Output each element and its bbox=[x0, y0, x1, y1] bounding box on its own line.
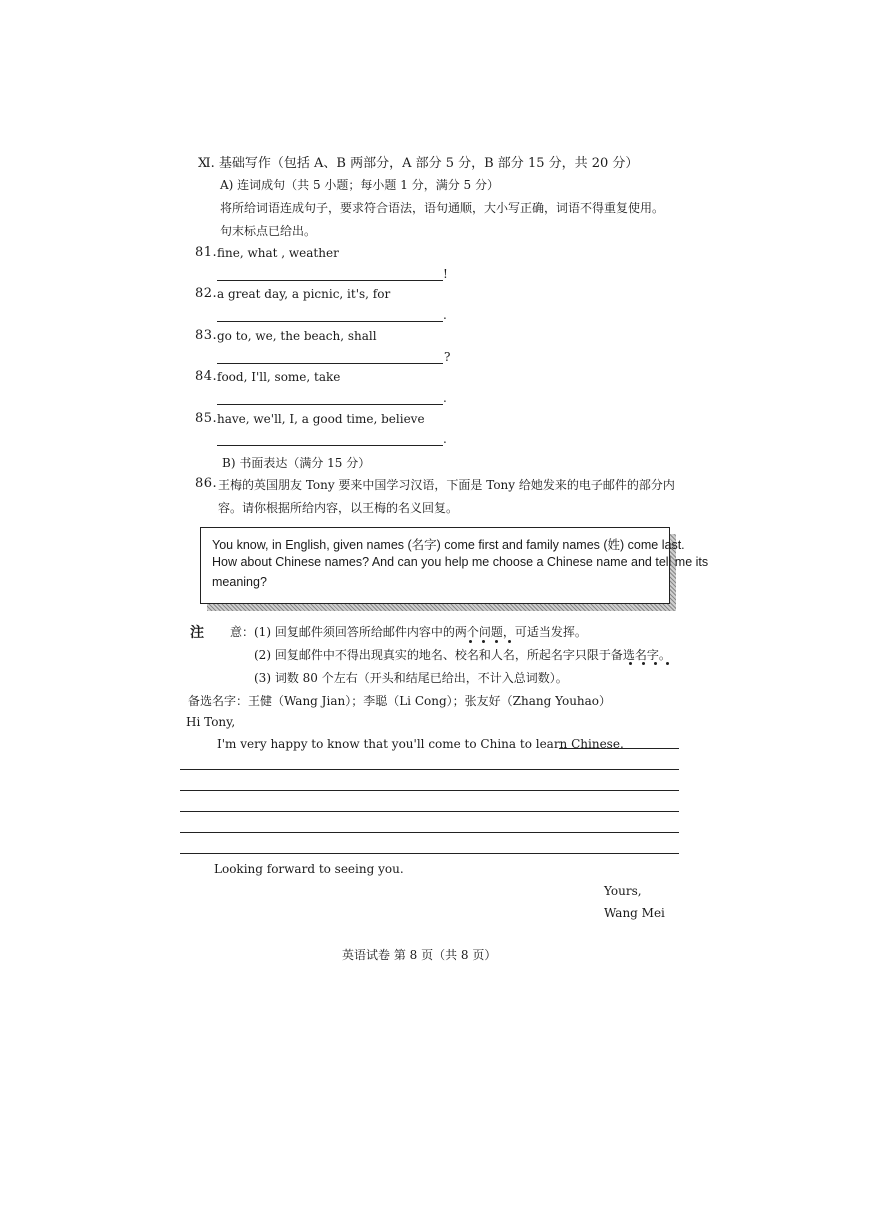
letter-signoff: Yours, bbox=[604, 884, 642, 898]
email-line: You know, in English, given names (名字) come first and family names (姓) come last. bbox=[212, 538, 685, 552]
part-b-prompt-1: 王梅的英国朋友 Tony 要来中国学习汉语，下面是 Tony 给她发来的电子邮件的部分内 bbox=[218, 478, 675, 492]
note-2: (2) 回复邮件中不得出现真实的地名、校名和人名，所起名字只限于备选名字。 bbox=[254, 648, 671, 662]
question-number: 82. bbox=[195, 286, 218, 301]
end-mark: ? bbox=[444, 350, 451, 364]
part-a-instruction-2: 句末标点已给出。 bbox=[220, 224, 317, 238]
writing-line[interactable] bbox=[180, 811, 679, 812]
emphasis-dot bbox=[629, 662, 632, 665]
question-number: 83. bbox=[195, 328, 218, 343]
letter-signature: Wang Mei bbox=[604, 906, 665, 920]
answer-line[interactable] bbox=[217, 404, 443, 405]
email-line: meaning? bbox=[212, 575, 267, 589]
end-mark: . bbox=[443, 308, 447, 322]
part-b-prompt-2: 容。请你根据所给内容，以王梅的名义回复。 bbox=[218, 501, 459, 515]
writing-line[interactable] bbox=[180, 832, 679, 833]
letter-closing: Looking forward to seeing you. bbox=[214, 862, 404, 876]
question-words: go to, we, the beach, shall bbox=[217, 329, 377, 343]
letter-opening: I'm very happy to know that you'll come to China to learn Chinese. bbox=[217, 737, 624, 751]
note-1: (1) 回复邮件须回答所给邮件内容中的两个问题，可适当发挥。 bbox=[254, 625, 587, 639]
question-words: have, we'll, I, a good time, believe bbox=[217, 412, 425, 426]
part-a-instruction-1: 将所给词语连成句子，要求符合语法，语句通顺，大小写正确，词语不得重复使用。 bbox=[220, 201, 665, 215]
emphasis-dot bbox=[482, 640, 485, 643]
letter-greeting: Hi Tony, bbox=[186, 715, 236, 729]
emphasis-dot bbox=[654, 662, 657, 665]
question-number: 81. bbox=[195, 245, 218, 260]
note-3: (3) 词数 80 个左右（开头和结尾已给出，不计入总词数）。 bbox=[254, 671, 568, 685]
notes-label: 注 bbox=[190, 625, 204, 641]
part-b-title: B) 书面表达（满分 15 分） bbox=[222, 456, 371, 470]
answer-line[interactable] bbox=[217, 280, 443, 281]
candidate-names: 备选名字：王健（Wang Jian）；李聪（Li Cong）；张友好（Zhang Youhao） bbox=[188, 694, 612, 708]
emphasis-dot bbox=[642, 662, 645, 665]
question-words: a great day, a picnic, it's, for bbox=[217, 287, 391, 301]
notes-label-2: 意： bbox=[230, 625, 255, 639]
emphasis-dot bbox=[495, 640, 498, 643]
emphasis-dot bbox=[666, 662, 669, 665]
section-heading: Ⅺ. 基础写作（包括 A、B 两部分，A 部分 5 分，B 部分 15 分，共 20 分） bbox=[198, 156, 639, 171]
question-words: food, I'll, some, take bbox=[217, 370, 341, 384]
writing-line[interactable] bbox=[559, 748, 679, 749]
answer-line[interactable] bbox=[217, 363, 443, 364]
writing-line[interactable] bbox=[180, 790, 679, 791]
email-line: How about Chinese names? And can you help me choose a Chinese name and tell me its bbox=[212, 555, 709, 569]
emphasis-dot bbox=[508, 640, 511, 643]
question-number: 84. bbox=[195, 369, 218, 384]
page-footer: 英语试卷 第 8 页（共 8 页） bbox=[342, 948, 497, 962]
end-mark: . bbox=[443, 432, 447, 446]
question-words: fine, what , weather bbox=[217, 246, 339, 260]
part-a-title: A) 连词成句（共 5 小题；每小题 1 分，满分 5 分） bbox=[220, 178, 499, 192]
writing-line[interactable] bbox=[180, 853, 679, 854]
answer-line[interactable] bbox=[217, 321, 443, 322]
emphasis-dot bbox=[469, 640, 472, 643]
writing-line[interactable] bbox=[180, 769, 679, 770]
answer-line[interactable] bbox=[217, 445, 443, 446]
question-number: 85. bbox=[195, 411, 218, 426]
end-mark: . bbox=[443, 391, 447, 405]
end-mark: ! bbox=[443, 267, 448, 281]
question-number: 86. bbox=[195, 476, 218, 491]
